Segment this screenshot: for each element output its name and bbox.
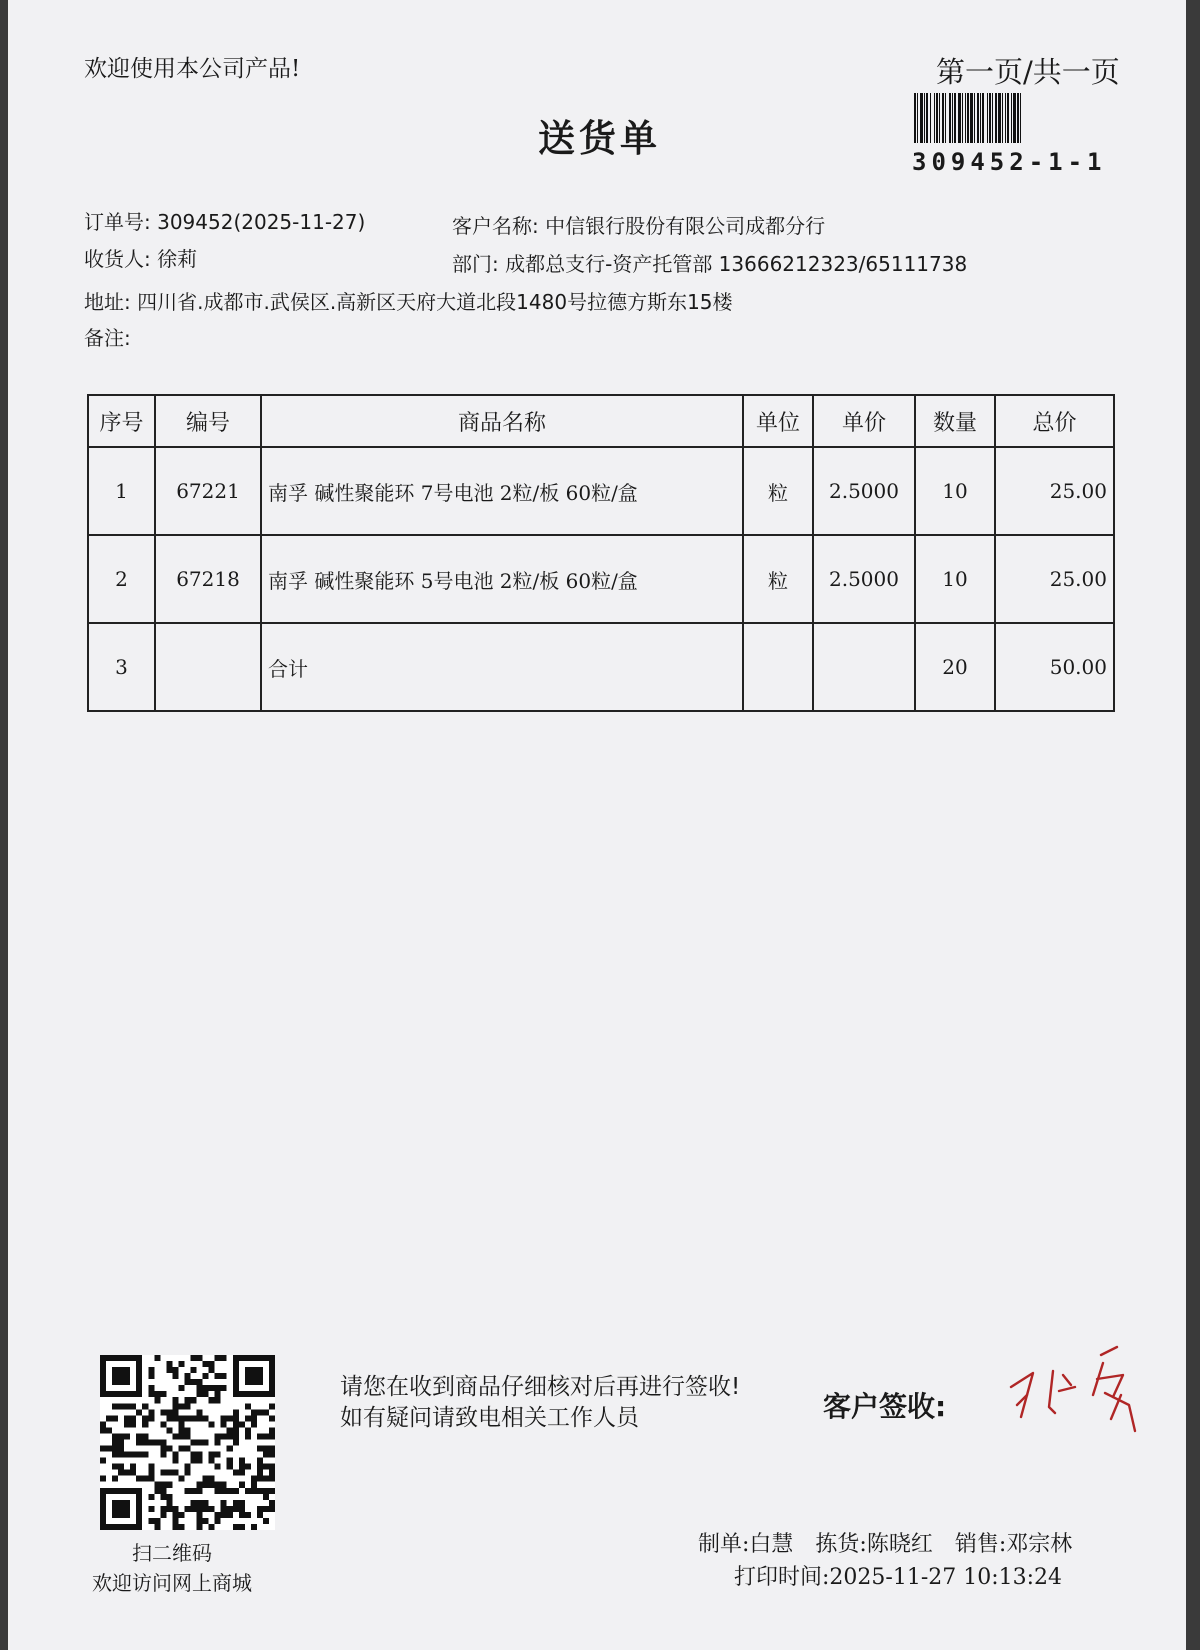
order-number-value: 309452(2025-11-27) [157,210,366,234]
barcode-number: 309452-1-1 [912,148,1107,176]
header-code: 编号 [155,395,261,447]
table-row [88,447,1114,535]
receiver-value: 徐莉 [157,247,198,271]
row-total: 50.00 [995,623,1114,711]
department [452,248,967,277]
check-notice: 请您在收到商品仔细核对后再进行签收! 如有疑问请致电相关工作人员 [340,1374,741,1431]
row-no: 2 [88,535,155,623]
customer-name-label: 客户名称: [452,214,539,238]
row-total: 25.00 [995,447,1114,535]
department-label: 部门: [452,252,499,276]
row-product-name: 南孚 碱性聚能环 5号电池 2粒/板 60粒/盒 [261,535,743,623]
receiver [84,243,197,272]
row-unit-price [813,623,915,711]
delivery-note-paper [8,0,1186,1650]
row-unit: 粒 [743,535,813,623]
remark-label: 备注: [84,326,131,350]
table-header-row [88,395,1114,447]
row-unit-price: 2.5000 [813,535,915,623]
picker: 拣货:陈晓红 [815,1532,933,1557]
row-total: 25.00 [995,535,1114,623]
qr-caption-visit: 欢迎访问网上商城 [92,1571,252,1595]
header-unit: 单位 [743,395,813,447]
row-unit [743,623,813,711]
header-total: 总价 [995,395,1114,447]
print-time: 打印时间:2025-11-27 10:13:24 [734,1565,1063,1590]
table-row [88,535,1114,623]
header-unit-price: 单价 [813,395,915,447]
order-number [84,206,365,235]
barcode [914,93,1126,143]
department-value: 成都总支行-资产托管部 13666212323/65111738 [505,252,968,276]
order-number-label: 订单号: [84,210,151,234]
qr-caption-scan: 扫二维码 [132,1541,212,1565]
customer-sign-label: 客户签收: [823,1390,947,1423]
address-value: 四川省.成都市.武侯区.高新区天府大道北段1480号拉德方斯东15楼 [137,290,733,314]
header-no: 序号 [88,395,155,447]
remark [84,322,131,351]
staff-info [698,1527,1072,1558]
header-quantity: 数量 [915,395,995,447]
address-label: 地址: [84,290,131,314]
header-product-name: 商品名称 [261,395,743,447]
customer-name-value: 中信银行股份有限公司成都分行 [545,214,826,238]
welcome-text: 欢迎使用本公司产品! [84,56,301,82]
qr-code-icon[interactable] [100,1355,275,1530]
row-product-name: 南孚 碱性聚能环 7号电池 2粒/板 60粒/盒 [261,447,743,535]
sales: 销售:邓宗林 [954,1532,1073,1557]
row-unit-price: 2.5000 [813,447,915,535]
row-quantity: 10 [915,447,995,535]
goods-table [87,394,1115,712]
row-no: 1 [88,447,155,535]
row-product-name: 合计 [261,623,743,711]
address [84,286,733,315]
handwritten-signature [993,1335,1158,1445]
row-no: 3 [88,623,155,711]
maker: 制单:白慧 [698,1532,794,1557]
receiver-label: 收货人: [84,247,151,271]
row-quantity: 20 [915,623,995,711]
customer-name [452,210,825,239]
row-code: 67218 [155,535,261,623]
row-unit: 粒 [743,447,813,535]
page-title: 送货单 [538,117,661,160]
row-quantity: 10 [915,535,995,623]
table-row-total [88,623,1114,711]
row-code [155,623,261,711]
page-info: 第一页/共一页 [936,55,1120,89]
row-code: 67221 [155,447,261,535]
